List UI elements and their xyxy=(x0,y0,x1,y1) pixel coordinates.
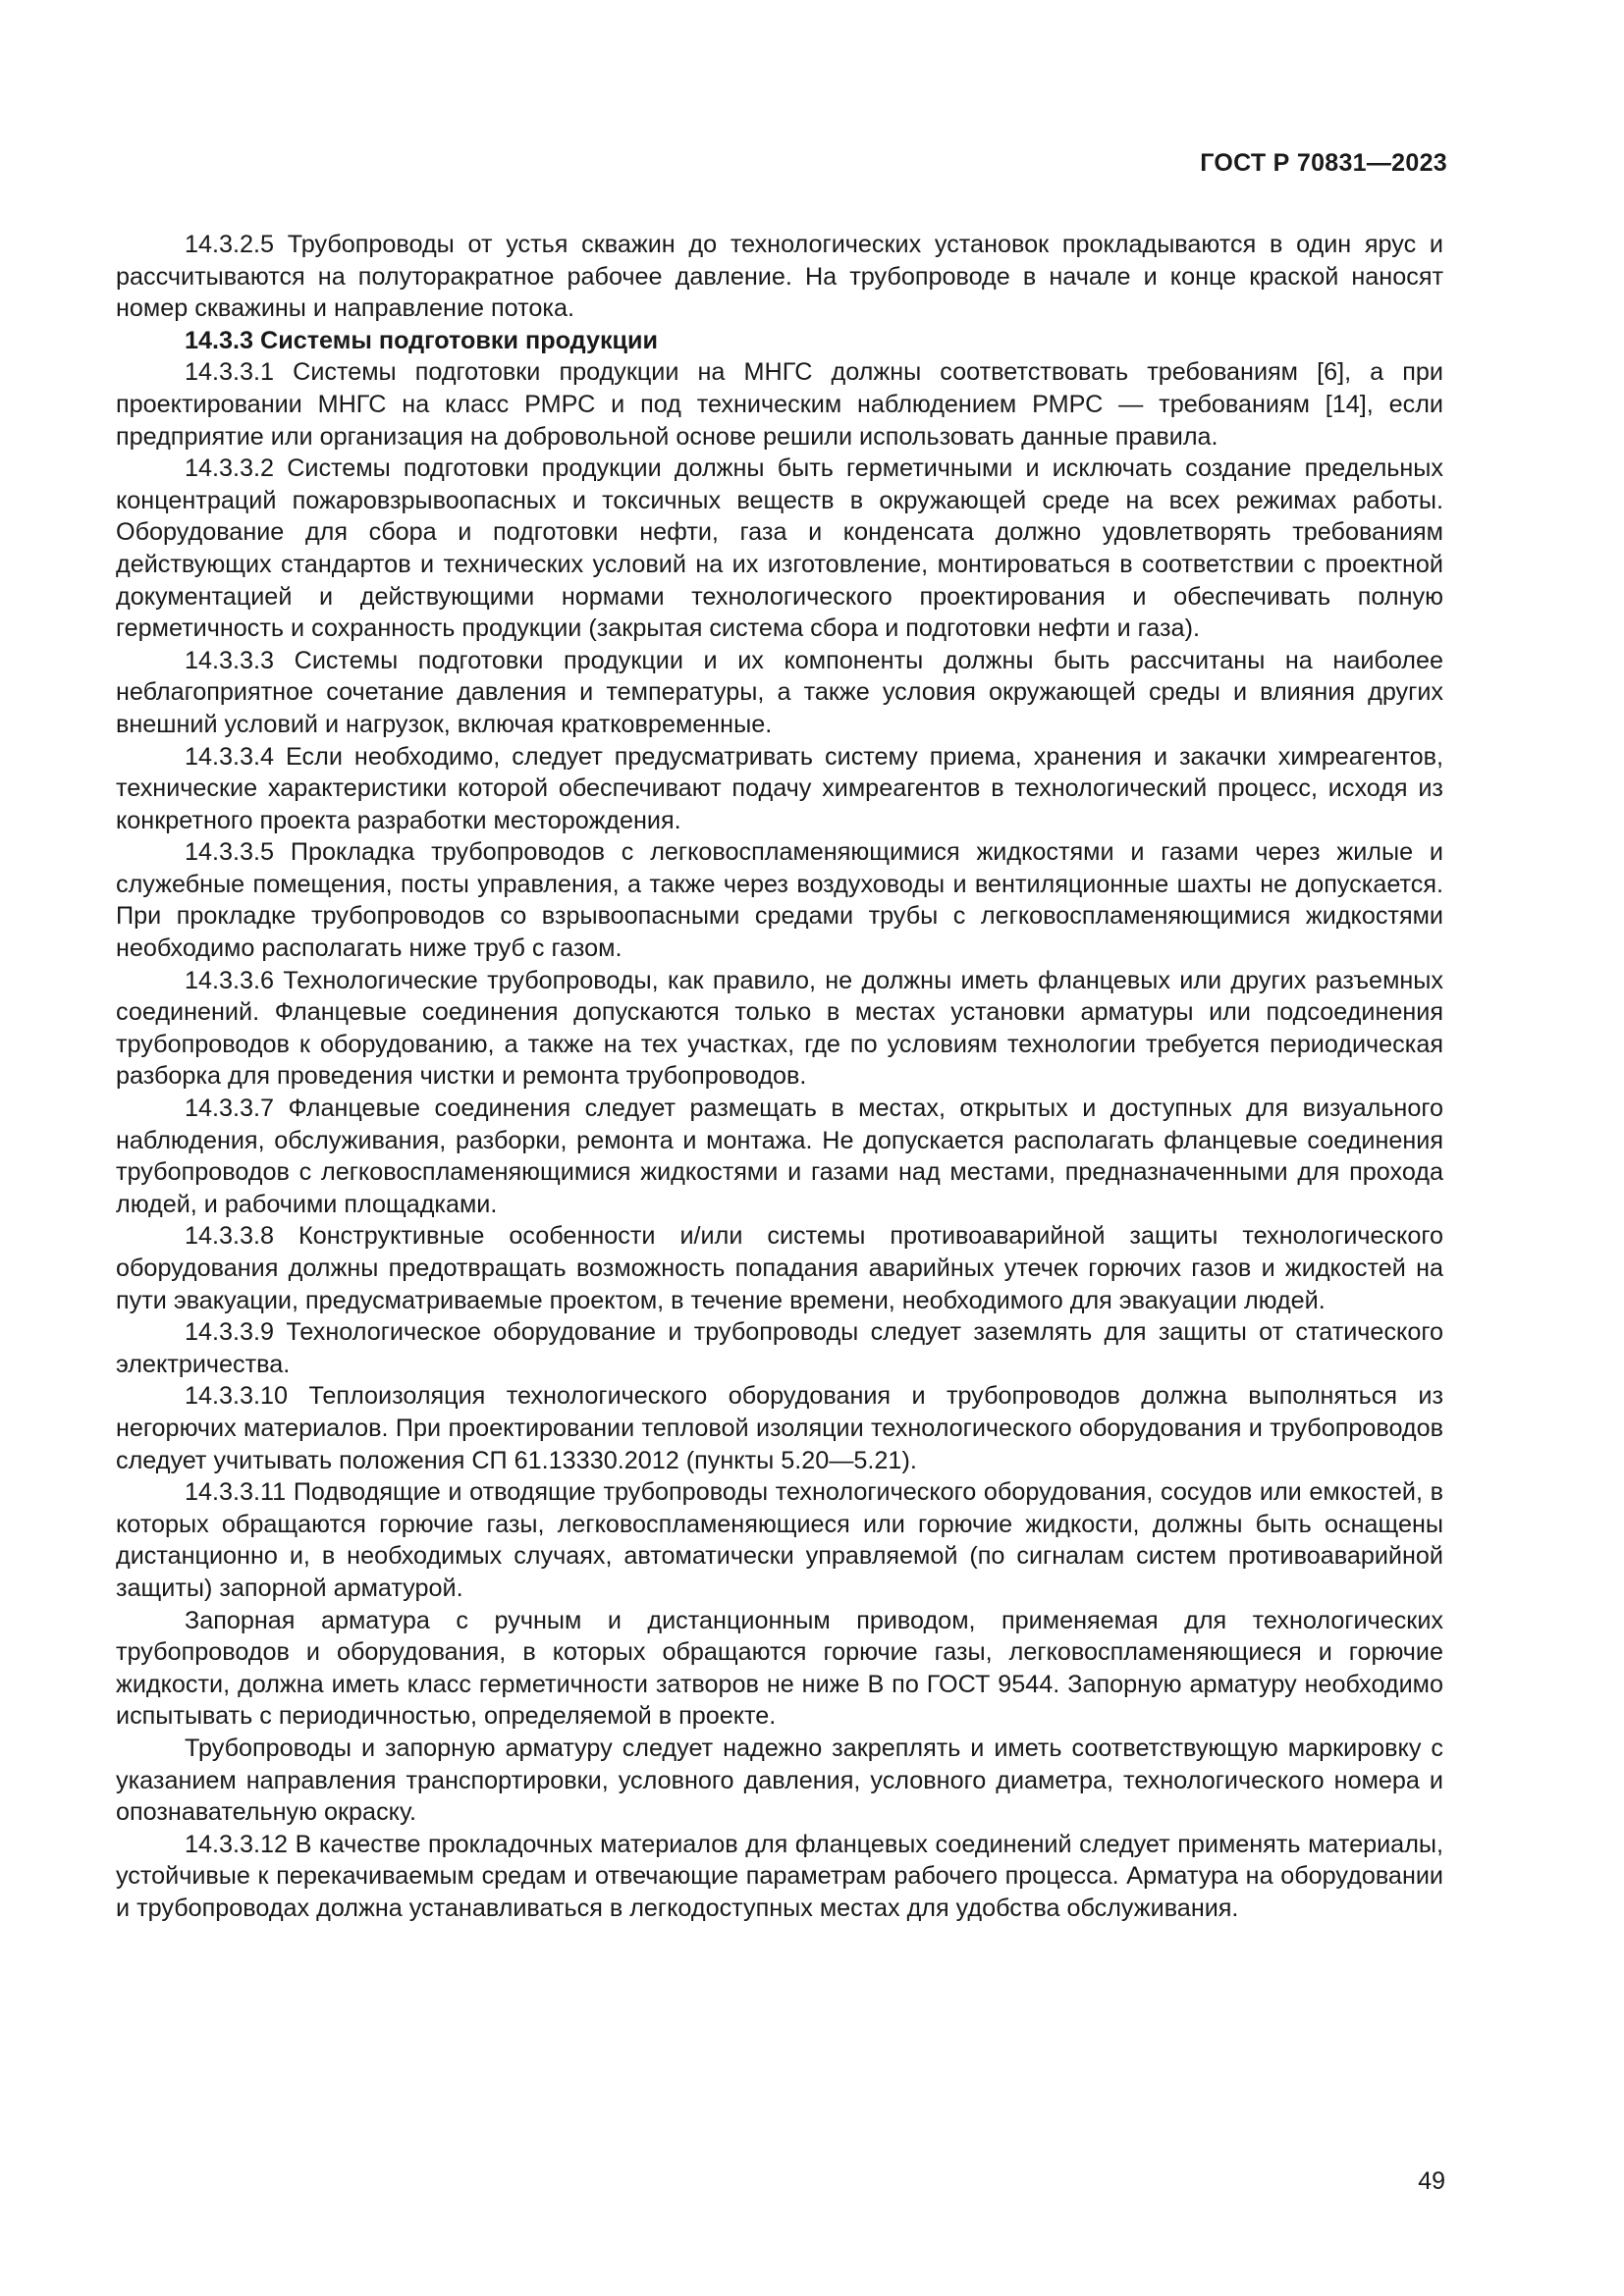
page-number: 49 xyxy=(1418,2167,1445,2195)
paragraph-14-3-3-5: 14.3.3.5 Прокладка трубопроводов с легковоспламеняющимися жидкостями и газами через жилые и служебные помещения, посты управления, а также через воздуховоды и вентиляционные шахты не допускается. При прокладке трубопроводов со взрывоопасными средами трубы с легковоспламеняющимися жидкостями необходимо располагать ниже труб с газом. xyxy=(116,838,1443,963)
paragraph-14-3-3-11: 14.3.3.11 Подводящие и отводящие трубопроводы технологического оборудования, сосудов или емкостей, в которых обращаются горючие газы, легковоспламеняющиеся или горючие жидкости, должны быть оснащены дистанционно и, в необходимых случаях, автоматически управляемой (по сигналам систем противоаварийной защиты) запорной арматурой. xyxy=(116,1478,1443,1602)
paragraph-14-3-3-1: 14.3.3.1 Системы подготовки продукции на МНГС должны соответствовать требованиям [6], а при проектировании МНГС на класс РМРС и под техническим наблюдением РМРС — требованиям [14], если предприятие или организация на добровольной основе решили использовать данные правила. xyxy=(116,358,1443,451)
paragraph-14-3-3-12: 14.3.3.12 В качестве прокладочных материалов для фланцевых соединений следует применять материалы, устойчивые к перекачиваемым средам и отвечающие параметрам рабочего процесса. Арматура на оборудовании и трубопроводах должна устанавливаться в легкодоступных местах для удобства обслуживания. xyxy=(116,1830,1443,1922)
paragraph-pipeline-marking: Трубопроводы и запорную арматуру следует надежно закреплять и иметь соответствующую маркировку с указанием направления транспортировки, условного давления, условного диаметра, технологического номера и опознавательную окраску. xyxy=(116,1734,1443,1827)
paragraph-14-3-3-4: 14.3.3.4 Если необходимо, следует предусматривать систему приема, хранения и закачки химреагентов, технические характеристики которой обеспечивают подачу химреагентов в технологический процесс, исходя из конкретного проекта разработки месторождения. xyxy=(116,742,1443,834)
paragraph-14-3-3-3: 14.3.3.3 Системы подготовки продукции и их компоненты должны быть рассчитаны на наиболее неблагоприятное сочетание давления и температуры, а также условия окружающей среды и влияния других внешний условий и нагрузок, включая кратковременные. xyxy=(116,646,1443,738)
paragraph-shutoff-valves: Запорная арматура с ручным и дистанционным приводом, применяемая для технологических трубопроводов и оборудования, в которых обращаются горючие газы, легковоспламеняющиеся и горючие жидкости, должна иметь класс герметичности затворов не ниже В по ГОСТ 9544. Запорную арматуру необходимо испытывать с периодичностью, определяемой в проекте. xyxy=(116,1606,1443,1731)
paragraph-14-3-3-6: 14.3.3.6 Технологические трубопроводы, как правило, не должны иметь фланцевых или других разъемных соединений. Фланцевые соединения допускаются только в местах установки арматуры или подсоединения трубопроводов к оборудованию, а также на тех участках, где по условиям технологии требуется периодическая разборка для проведения чистки и ремонта трубопроводов. xyxy=(116,966,1443,1091)
paragraph-14-3-3-8: 14.3.3.8 Конструктивные особенности и/или системы противоаварийной защиты технологического оборудования должны предотвращать возможность попадания аварийных утечек горючих газов и жидкостей на пути эвакуации, предусматриваемые проектом, в течение времени, необходимого для эвакуации людей. xyxy=(116,1222,1443,1314)
section-heading-14-3-3: 14.3.3 Системы подготовки продукции xyxy=(185,326,659,354)
paragraph-14-3-3-2: 14.3.3.2 Системы подготовки продукции должны быть герметичными и исключать создание предельных концентраций пожаровзрывоопасных и токсичных веществ в окружающей среде на всех режимах работы. Оборудование для сбора и подготовки нефти, газа и конденсата должно удовлетворять требованиям действующих стандартов и технических условий на их изготовление, монтироваться в соответствии с проектной документацией и действующими нормами технологического проектирования и обеспечивать полную герметичность и сохранность продукции (закрытая система сбора и подготовки нефти и газа). xyxy=(116,454,1443,643)
paragraph-14-3-3-9: 14.3.3.9 Технологическое оборудование и трубопроводы следует заземлять для защиты от статического электричества. xyxy=(116,1318,1443,1378)
paragraph-14-3-3-7: 14.3.3.7 Фланцевые соединения следует размещать в местах, открытых и доступных для визуального наблюдения, обслуживания, разборки, ремонта и монтажа. Не допускается располагать фланцевые соединения трубопроводов с легковоспламеняющимися жидкостями и газами над местами, предназначенными для прохода людей, и рабочими площадками. xyxy=(116,1095,1443,1218)
paragraph-14-3-2-5: 14.3.2.5 Трубопроводы от устья скважин до технологических установок прокладываются в один ярус и рассчитываются на полуторакратное рабочее давление. На трубопроводе в начале и конце краской наносят номер скважины и направление потока. xyxy=(116,231,1443,323)
standard-designation: ГОСТ Р 70831—2023 xyxy=(1200,149,1447,177)
document-body xyxy=(116,229,1443,1924)
paragraph-14-3-3-10: 14.3.3.10 Теплоизоляция технологического оборудования и трубопроводов должна выполняться из негорючих материалов. При проектировании тепловой изоляции технологического оборудования и трубопроводов следует учитывать положения СП 61.13330.2012 (пункты 5.20—5.21). xyxy=(116,1382,1443,1474)
